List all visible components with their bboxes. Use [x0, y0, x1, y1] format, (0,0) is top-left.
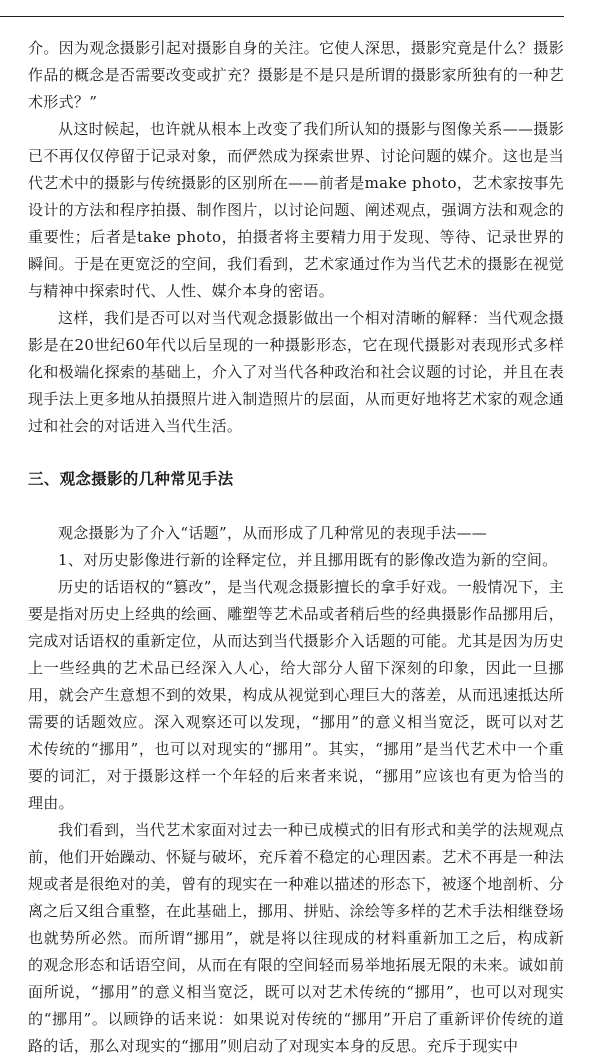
paragraph-continued: 介。因为观念摄影引起对摄影自身的关注。它使人深思，摄影究竟是什么？摄影作品的概念是否需要改变或扩充？摄影是不是只是所谓的摄影家所独有的一种艺术形式？” [28, 39, 564, 111]
list-item-heading: 1、对历史影像进行新的诠释定位，并且挪用既有的影像改造为新的空间。 [58, 551, 558, 569]
body-text [28, 35, 564, 1060]
section-heading: 三、观念摄影的几种常见手法 [28, 470, 234, 488]
paragraph: 我们看到，当代艺术家面对过去一种已成模式的旧有形式和美学的法规观点前，他们开始躁动、怀疑与破坏，充斥着不稳定的心理因素。艺术不再是一种法规或者是很绝对的美，曾有的现实在一种难以描述的形态下，被逐个地剖析、分离之后又组合重整，在此基础上，挪用、拼贴、涂绘等多样的艺术手法相继登场也就势所必然。而所谓“挪用”，就是将以往现成的材料重新加工之后，构成新的观念形态和话语空间，从而在有限的空间轻而易举地拓展无限的未来。诚如前面所说，“挪用”的意义相当宽泛，既可以对艺术传统的“挪用”，也可以对现实的“挪用”。以顾铮的话来说：如果说对传统的“挪用”开启了重新评价传统的道路的话，那么对现实的“挪用”则启动了对现实本身的反思。充斥于现实中 [28, 821, 564, 1055]
paragraph: 从这时候起，也许就从根本上改变了我们所认知的摄影与图像关系——摄影已不再仅仅停留于记录对象，而俨然成为探索世界、讨论问题的媒介。这也是当代艺术中的摄影与传统摄影的区别所在——前者是make photo，艺术家按事先设计的方法和程序拍摄、制作图片，以讨论问题、阐述观点，强调方法和观念的重要性；后者是take photo，拍摄者将主要精力用于发现、等待、记录世界的瞬间。于是在更宽泛的空间，我们看到，艺术家通过作为当代艺术的摄影在视觉与精神中探索时代、人性、媒介本身的密语。 [28, 120, 564, 300]
paragraph: 观念摄影为了介入“话题”，从而形成了几种常见的表现手法—— [58, 524, 488, 542]
heading-spacer [28, 493, 564, 520]
header-rule [0, 16, 564, 17]
paragraph: 这样，我们是否可以对当代观念摄影做出一个相对清晰的解释：当代观念摄影是在20世纪60年代以后呈现的一种摄影形态，它在现代摄影对表现形式多样化和极端化探索的基础上，介入了对当代各种政治和社会议题的讨论，并且在表现手法上更多地从拍摄照片进入制造照片的层面，从而更好地将艺术家的观念通过和社会的对话进入当代生活。 [28, 309, 564, 435]
paragraph: 历史的话语权的“篡改”，是当代观念摄影擅长的拿手好戏。一般情况下，主要是指对历史上经典的绘画、雕塑等艺术品或者稍后些的经典摄影作品挪用后，完成对话语权的重新定位，从而达到当代摄影介入话题的可能。尤其是因为历史上一些经典的艺术品已经深入人心，给大部分人留下深刻的印象，因此一旦挪用，就会产生意想不到的效果，构成从视觉到心理巨大的落差，从而迅速抵达所需要的话题效应。深入观察还可以发现，“挪用”的意义相当宽泛，既可以对艺术传统的“挪用”，也可以对现实的“挪用”。其实，“挪用”是当代艺术中一个重要的词汇，对于摄影这样一个年轻的后来者来说，“挪用”应该也有更为恰当的理由。 [28, 578, 564, 812]
